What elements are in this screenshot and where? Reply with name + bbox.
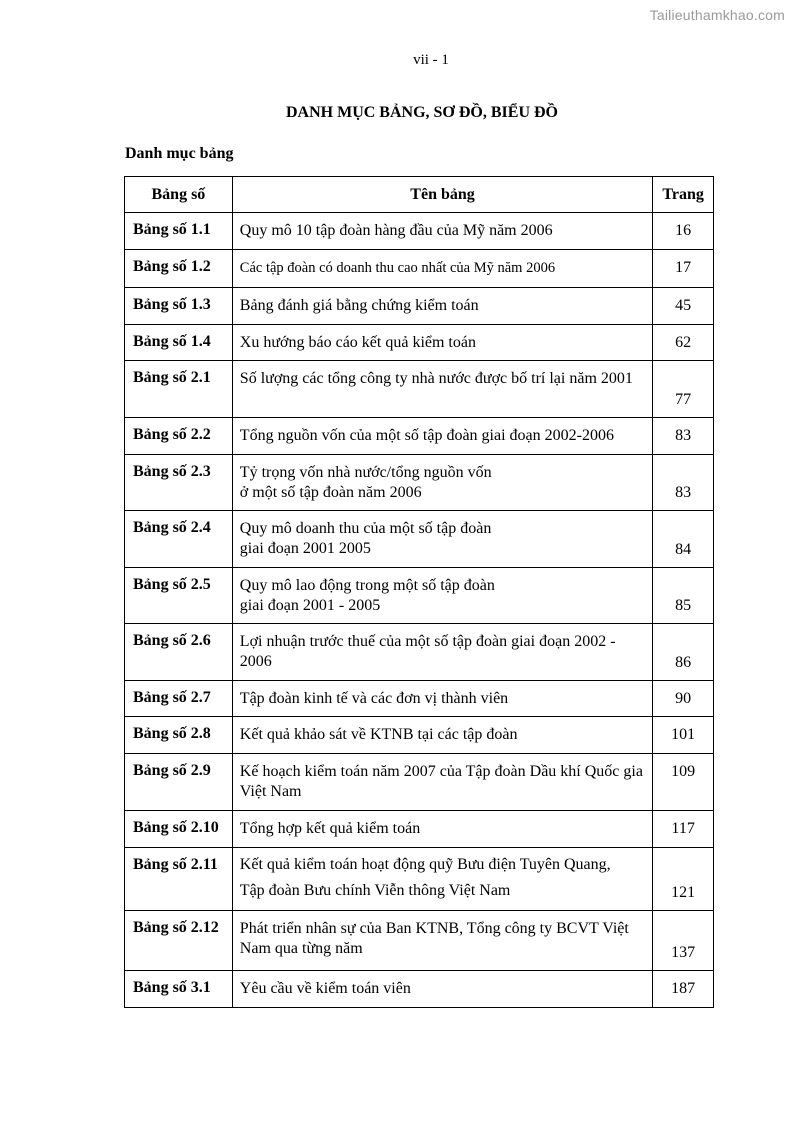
table-name: Xu hướng báo cáo kết quả kiểm toán (232, 325, 652, 361)
table-name-line: Tỷ trọng vốn nhà nước/tổng nguồn vốn (239, 464, 492, 481)
page-ref: 83 (653, 418, 714, 455)
table-row[interactable] (125, 717, 714, 754)
table-name: Kết quả khảo sát về KTNB tại các tập đoàn (232, 717, 652, 754)
table-name: Tổng hợp kết quả kiểm toán (232, 811, 652, 848)
page-ref: 121 (653, 848, 714, 911)
table-number: Bảng số 2.1 (125, 361, 233, 418)
table-row[interactable] (125, 568, 714, 624)
table-row[interactable] (125, 681, 714, 717)
page-ref: 86 (653, 624, 714, 681)
table-row[interactable] (125, 361, 714, 418)
section-title: Danh mục bảng (125, 145, 234, 162)
page-ref: 117 (653, 811, 714, 848)
table-row[interactable] (125, 811, 714, 848)
table-number: Bảng số 1.1 (125, 213, 233, 250)
table-row[interactable] (125, 288, 714, 325)
table-number: Bảng số 2.8 (125, 717, 233, 754)
table-name-line: giai đoạn 2001 2005 (239, 540, 371, 557)
table-name-line: Quy mô lao động trong một số tập đoàn (239, 577, 495, 594)
table-name-line: giai đoạn 2001 - 2005 (239, 597, 381, 614)
table-name: Quy mô 10 tập đoàn hàng đầu của Mỹ năm 2006 (232, 213, 652, 250)
table-name-line: Kết quả kiểm toán hoạt động quỹ Bưu điện Tuyên Quang, (239, 856, 611, 873)
table-number: Bảng số 1.2 (125, 250, 233, 288)
table-number: Bảng số 1.3 (125, 288, 233, 325)
page-ref: 62 (653, 325, 714, 361)
page-ref: 84 (653, 511, 714, 568)
document-title: DANH MỤC BẢNG, SƠ ĐỒ, BIỂU ĐỒ (285, 104, 558, 121)
table-name (232, 455, 652, 511)
table-name (232, 511, 652, 568)
page-ref: 16 (653, 213, 714, 250)
table-name (232, 848, 652, 911)
page-ref: 187 (653, 971, 714, 1008)
table-name: Bảng đánh giá bằng chứng kiểm toán (232, 288, 652, 325)
page-ref: 137 (653, 911, 714, 971)
table-number: Bảng số 2.10 (125, 811, 233, 848)
table-row[interactable] (125, 250, 714, 288)
table-name: Kế hoạch kiểm toán năm 2007 của Tập đoàn Dầu khí Quốc gia Việt Nam (232, 754, 652, 811)
table-number: Bảng số 2.2 (125, 418, 233, 455)
table-name-line: Tập đoàn Bưu chính Viễn thông Việt Nam (239, 882, 511, 899)
table-row[interactable] (125, 325, 714, 361)
table-row[interactable] (125, 911, 714, 971)
table-row[interactable] (125, 754, 714, 811)
table-name: Tập đoàn kinh tế và các đơn vị thành viên (232, 681, 652, 717)
table-number: Bảng số 1.4 (125, 325, 233, 361)
table-row[interactable] (125, 848, 714, 911)
table-name-line: ở một số tập đoàn năm 2006 (239, 484, 422, 501)
page-ref: 90 (653, 681, 714, 717)
page-ref: 45 (653, 288, 714, 325)
table-name: Phát triển nhân sự của Ban KTNB, Tổng công ty BCVT Việt Nam qua từng năm (232, 911, 652, 971)
page-ref: 101 (653, 717, 714, 754)
table-row[interactable] (125, 213, 714, 250)
table-list (124, 176, 714, 1008)
table-row[interactable] (125, 971, 714, 1008)
table-row[interactable] (125, 455, 714, 511)
table-number: Bảng số 2.12 (125, 911, 233, 971)
table-number: Bảng số 2.6 (125, 624, 233, 681)
table-header-row (125, 177, 714, 213)
table-number: Bảng số 3.1 (125, 971, 233, 1008)
table-name: Yêu cầu về kiểm toán viên (232, 971, 652, 1008)
table-row[interactable] (125, 511, 714, 568)
watermark: Tailieuthamkhao.com (649, 7, 785, 23)
table-number: Bảng số 2.4 (125, 511, 233, 568)
table-number: Bảng số 2.9 (125, 754, 233, 811)
table-name: Lợi nhuận trước thuế của một số tập đoàn giai đoạn 2002 - 2006 (232, 624, 652, 681)
page-ref: 109 (653, 754, 714, 811)
table-name: Các tập đoàn có doanh thu cao nhất của Mỹ năm 2006 (232, 250, 652, 288)
header-table-name: Tên bảng (232, 177, 652, 213)
table-number: Bảng số 2.3 (125, 455, 233, 511)
table-name-line: Quy mô doanh thu của một số tập đoàn (239, 520, 492, 537)
table-number: Bảng số 2.11 (125, 848, 233, 911)
page-ref: 85 (653, 568, 714, 624)
header-page: Trang (653, 177, 714, 213)
page-ref: 77 (653, 361, 714, 418)
header-table-number: Bảng số (125, 177, 233, 213)
table-name: Số lượng các tổng công ty nhà nước được bố trí lại năm 2001 (232, 361, 652, 418)
table-row[interactable] (125, 624, 714, 681)
page-ref: 83 (653, 455, 714, 511)
page-number: vii - 1 (413, 52, 449, 68)
table-number: Bảng số 2.5 (125, 568, 233, 624)
table-number: Bảng số 2.7 (125, 681, 233, 717)
table-name (232, 568, 652, 624)
table-row[interactable] (125, 418, 714, 455)
table-name: Tổng nguồn vốn của một số tập đoàn giai đoạn 2002-2006 (232, 418, 652, 455)
page-ref: 17 (653, 250, 714, 288)
